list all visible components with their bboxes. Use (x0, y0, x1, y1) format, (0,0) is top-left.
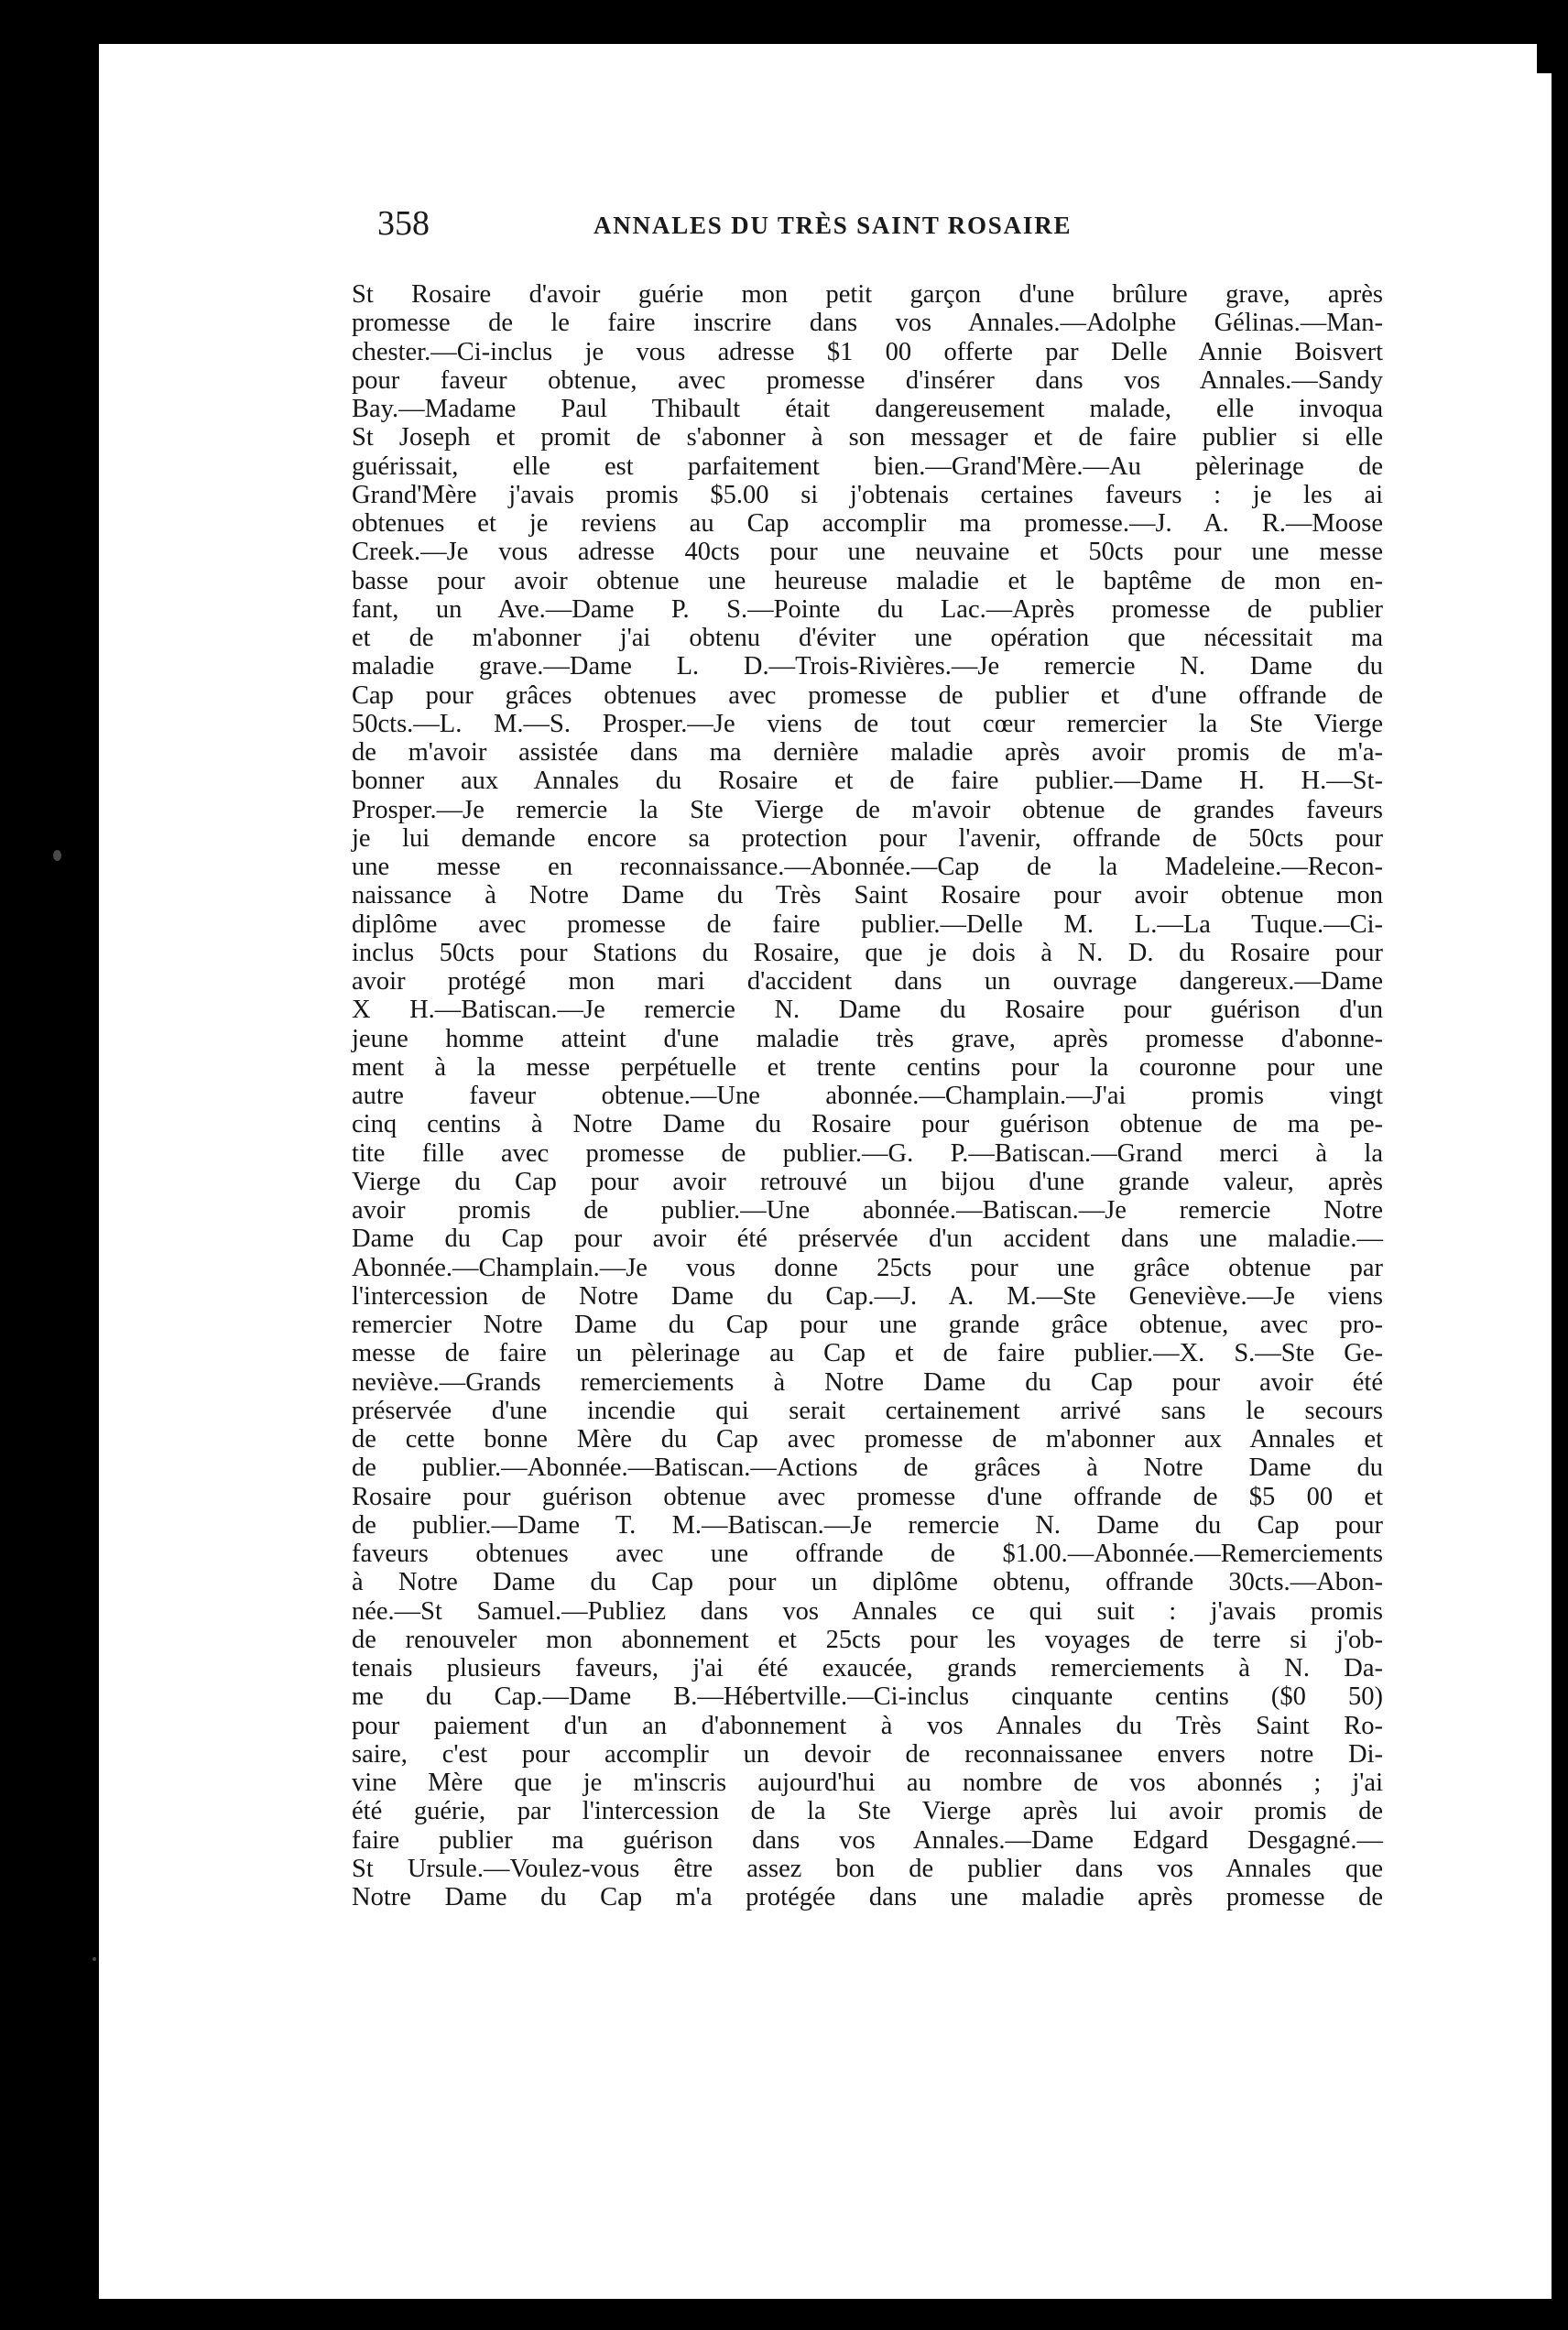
text-line: préservée d'une incendie qui serait certainement arrivé sans le secours (352, 1396, 1383, 1425)
text-line: de publier.—Dame T. M.—Batiscan.—Je remercie N. Dame du Cap pour (352, 1510, 1383, 1540)
text-line: obtenues et je reviens au Cap accomplir ma promesse.—J. A. R.—Moose (352, 509, 1383, 538)
text-line: tenais plusieurs faveurs, j'ai été exaucée, grands remerciements à N. Da- (352, 1654, 1383, 1682)
text-line: naissance à Notre Dame du Très Saint Rosaire pour avoir obtenue mon (352, 881, 1383, 910)
text-line: diplôme avec promesse de faire publier.—Delle M. L.—La Tuque.—Ci- (352, 909, 1383, 939)
text-line: Creek.—Je vous adresse 40cts pour une neuvaine et 50cts pour une messe (352, 538, 1383, 567)
text-line: à Notre Dame du Cap pour un diplôme obtenu, offrande 30cts.—Abon- (352, 1568, 1383, 1597)
text-line: Vierge du Cap pour avoir retrouvé un bijou d'une grande valeur, après (352, 1167, 1383, 1196)
text-line: pour faveur obtenue, avec promesse d'insérer dans vos Annales.—Sandy (352, 365, 1383, 395)
text-line: faveurs obtenues avec une offrande de $1.00.—Abonnée.—Remerciements (352, 1540, 1383, 1568)
text-line: l'intercession de Notre Dame du Cap.—J. A. M.—Ste Geneviève.—Je viens (352, 1281, 1383, 1311)
text-line: de renouveler mon abonnement et 25cts pour les voyages de terre si j'ob- (352, 1625, 1383, 1654)
page-number: 358 (377, 204, 430, 243)
text-line: née.—St Samuel.—Publiez dans vos Annales ce qui suit : j'avais promis (352, 1596, 1383, 1626)
text-line: avoir protégé mon mari d'accident dans un ouvrage dangereux.—Dame (352, 967, 1383, 996)
text-line: je lui demande encore sa protection pour l'avenir, offrande de 50cts pour (352, 823, 1383, 853)
text-line: et de m'abonner j'ai obtenu d'éviter une opération que nécessitait ma (352, 624, 1383, 652)
text-line: St Joseph et promit de s'abonner à son messager et de faire publier si elle (352, 423, 1383, 452)
text-line: Cap pour grâces obtenues avec promesse de publier et d'une offrande de (352, 680, 1383, 710)
ink-speck (53, 850, 61, 861)
text-line: neviève.—Grands remerciements à Notre Dame du Cap pour avoir été (352, 1367, 1383, 1397)
text-line: Bay.—Madame Paul Thibault était dangereusement malade, elle invoqua (352, 395, 1383, 423)
text-line: maladie grave.—Dame L. D.—Trois-Rivières.—Je remercie N. Dame du (352, 652, 1383, 681)
text-line: Grand'Mère j'avais promis $5.00 si j'obtenais certaines faveurs : je les ai (352, 480, 1383, 509)
text-line: faire publier ma guérison dans vos Annales.—Dame Edgard Desgagné.— (352, 1825, 1383, 1855)
ink-speck (93, 1957, 96, 1961)
text-line: guérissait, elle est parfaitement bien.—Grand'Mère.—Au pèlerinage de (352, 452, 1383, 481)
text-line: une messe en reconnaissance.—Abonnée.—Cap de la Madeleine.—Recon- (352, 853, 1383, 881)
text-line: basse pour avoir obtenue une heureuse maladie et le baptême de mon en- (352, 566, 1383, 595)
text-line: X H.—Batiscan.—Je remercie N. Dame du Rosaire pour guérison d'un (352, 996, 1383, 1025)
text-line: promesse de le faire inscrire dans vos Annales.—Adolphe Gélinas.—Man- (352, 309, 1383, 338)
text-line: bonner aux Annales du Rosaire et de faire publier.—Dame H. H.—St- (352, 767, 1383, 796)
text-line: cinq centins à Notre Dame du Rosaire pour guérison obtenue de ma pe- (352, 1110, 1383, 1139)
text-line: Dame du Cap pour avoir été préservée d'un accident dans une maladie.— (352, 1225, 1383, 1254)
text-line: jeune homme atteint d'une maladie très grave, après promesse d'abonne- (352, 1024, 1383, 1053)
text-line: autre faveur obtenue.—Une abonnée.—Champlain.—J'ai promis vingt (352, 1082, 1383, 1110)
body-text (352, 280, 1383, 1911)
text-line: de publier.—Abonnée.—Batiscan.—Actions de grâces à Notre Dame du (352, 1454, 1383, 1483)
text-line: saire, c'est pour accomplir un devoir de reconnaissanee envers notre Di- (352, 1739, 1383, 1769)
text-line: vine Mère que je m'inscris aujourd'hui au nombre de vos abonnés ; j'ai (352, 1769, 1383, 1797)
text-line: chester.—Ci-inclus je vous adresse $1 00 offerte par Delle Annie Boisvert (352, 337, 1383, 366)
text-line: messe de faire un pèlerinage au Cap et de faire publier.—X. S.—Ste Ge- (352, 1339, 1383, 1368)
text-line: 50cts.—L. M.—S. Prosper.—Je viens de tout cœur remercier la Ste Vierge (352, 709, 1383, 738)
text-line: Notre Dame du Cap m'a protégée dans une maladie après promesse de (352, 1883, 1383, 1911)
text-line: Abonnée.—Champlain.—Je vous donne 25cts pour une grâce obtenue par (352, 1253, 1383, 1282)
running-title: ANNALES DU TRÈS SAINT ROSAIRE (593, 212, 1073, 239)
text-line: Rosaire pour guérison obtenue avec promesse d'une offrande de $5 00 et (352, 1482, 1383, 1511)
text-line: tite fille avec promesse de publier.—G. P.—Batiscan.—Grand merci à la (352, 1138, 1383, 1168)
text-line: ment à la messe perpétuelle et trente centins pour la couronne pour une (352, 1052, 1383, 1082)
text-line: St Ursule.—Voulez-vous être assez bon de publier dans vos Annales que (352, 1854, 1383, 1883)
text-line: remercier Notre Dame du Cap pour une grande grâce obtenue, avec pro- (352, 1311, 1383, 1339)
text-line: de cette bonne Mère du Cap avec promesse de m'abonner aux Annales et (352, 1425, 1383, 1454)
text-line: inclus 50cts pour Stations du Rosaire, que je dois à N. D. du Rosaire pour (352, 938, 1383, 967)
text-line: de m'avoir assistée dans ma dernière maladie après avoir promis de m'a- (352, 738, 1383, 767)
text-line: St Rosaire d'avoir guérie mon petit garçon d'une brûlure grave, après (352, 280, 1383, 309)
text-line: avoir promis de publier.—Une abonnée.—Batiscan.—Je remercie Notre (352, 1196, 1383, 1225)
text-line: fant, un Ave.—Dame P. S.—Pointe du Lac.—Après promesse de publier (352, 594, 1383, 624)
text-line: me du Cap.—Dame B.—Hébertville.—Ci-inclus cinquante centins ($0 50) (352, 1682, 1383, 1712)
page-edge (1531, 73, 1552, 2299)
page-header (377, 203, 1220, 244)
text-line: Prosper.—Je remercie la Ste Vierge de m'avoir obtenue de grandes faveurs (352, 795, 1383, 824)
text-line: été guérie, par l'intercession de la Ste Vierge après lui avoir promis de (352, 1797, 1383, 1826)
text-line: pour paiement d'un an d'abonnement à vos Annales du Très Saint Ro- (352, 1711, 1383, 1740)
